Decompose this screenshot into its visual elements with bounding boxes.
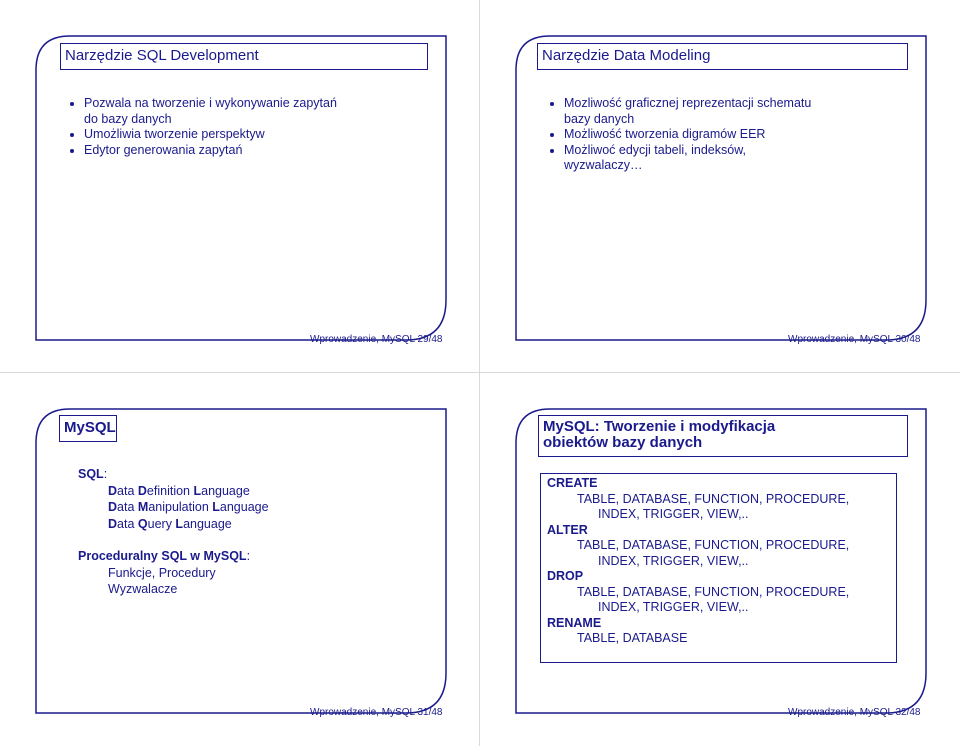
sql-heading: SQL: (78, 467, 108, 481)
command-targets: TABLE, DATABASE, FUNCTION, PROCEDURE, (577, 538, 850, 552)
command-targets: INDEX, TRIGGER, VIEW,.. (598, 553, 749, 568)
sql-commands-box (540, 473, 897, 663)
bullet-text: Pozwala na tworzenie i wykonywanie zapytań (84, 96, 337, 110)
slide-title (538, 415, 908, 457)
command-targets: TABLE, DATABASE, FUNCTION, PROCEDURE, (577, 584, 850, 599)
bullet-text: Umożliwia tworzenie perspektyw (84, 127, 265, 141)
bullet-text: wyzwalaczy… (564, 158, 643, 172)
procedural-item: Wyzwalacze (108, 582, 178, 596)
command-keyword: ALTER (547, 522, 588, 537)
procedural-heading: Proceduralny SQL w MySQL: (78, 549, 251, 563)
slide-footer: Wprowadzenie, MySQL 32/48 (788, 707, 921, 718)
slide-30 (480, 0, 960, 373)
bullet-text: Mozliwość graficznej reprezentacji schematu (564, 96, 812, 110)
command-targets: INDEX, TRIGGER, VIEW,.. (598, 507, 749, 521)
bullet-dot-icon (550, 133, 554, 137)
bullet-text: Edytor generowania zapytań (84, 142, 243, 157)
slide-title: Narzędzie Data Modeling (537, 43, 908, 70)
bullet-dot-icon (550, 149, 554, 153)
slide-29 (0, 0, 480, 373)
procedural-item: Funkcje, Procedury (108, 565, 216, 580)
language-item: Data Manipulation Language (108, 500, 269, 514)
bullet-list (548, 96, 918, 174)
slide-footer: Wprowadzenie, MySQL 29/48 (310, 334, 443, 345)
title-line: MySQL: Tworzenie i modyfikacja (543, 418, 776, 435)
bullet-dot-icon (550, 102, 554, 106)
bullet-item (68, 127, 438, 143)
bullet-item (548, 127, 918, 143)
slide-title: MySQL (59, 415, 117, 442)
bullet-text: Możliwoć edycji tabeli, indeksów, (564, 142, 747, 157)
bullet-text: do bazy danych (84, 111, 172, 126)
command-keyword: DROP (547, 569, 584, 583)
bullet-text: bazy danych (564, 111, 635, 126)
bullet-dot-icon (70, 133, 74, 137)
language-item: Data Definition Language (108, 483, 250, 498)
slide-title: Narzędzie SQL Development (60, 43, 428, 70)
language-item: Data Query Language (108, 516, 232, 531)
bullet-item (548, 96, 918, 127)
bullet-text: Możliwość tworzenia digramów EER (564, 127, 766, 141)
slide-body (78, 466, 438, 598)
bullet-item (68, 96, 438, 127)
slide-footer: Wprowadzenie, MySQL 31/48 (310, 707, 443, 718)
title-line: obiektów bazy danych (543, 434, 703, 451)
command-targets: INDEX, TRIGGER, VIEW,.. (598, 600, 749, 614)
command-keyword: CREATE (547, 476, 598, 490)
bullet-item (548, 143, 918, 174)
slide-32 (480, 373, 960, 746)
bullet-dot-icon (70, 149, 74, 153)
slide-31 (0, 373, 480, 746)
bullet-dot-icon (70, 102, 74, 106)
bullet-list (68, 96, 438, 158)
slide-footer: Wprowadzenie, MySQL 30/48 (788, 334, 921, 345)
command-targets: TABLE, DATABASE (577, 631, 688, 645)
command-keyword: RENAME (547, 615, 602, 630)
command-targets: TABLE, DATABASE, FUNCTION, PROCEDURE, (577, 491, 850, 506)
bullet-item (68, 143, 438, 159)
